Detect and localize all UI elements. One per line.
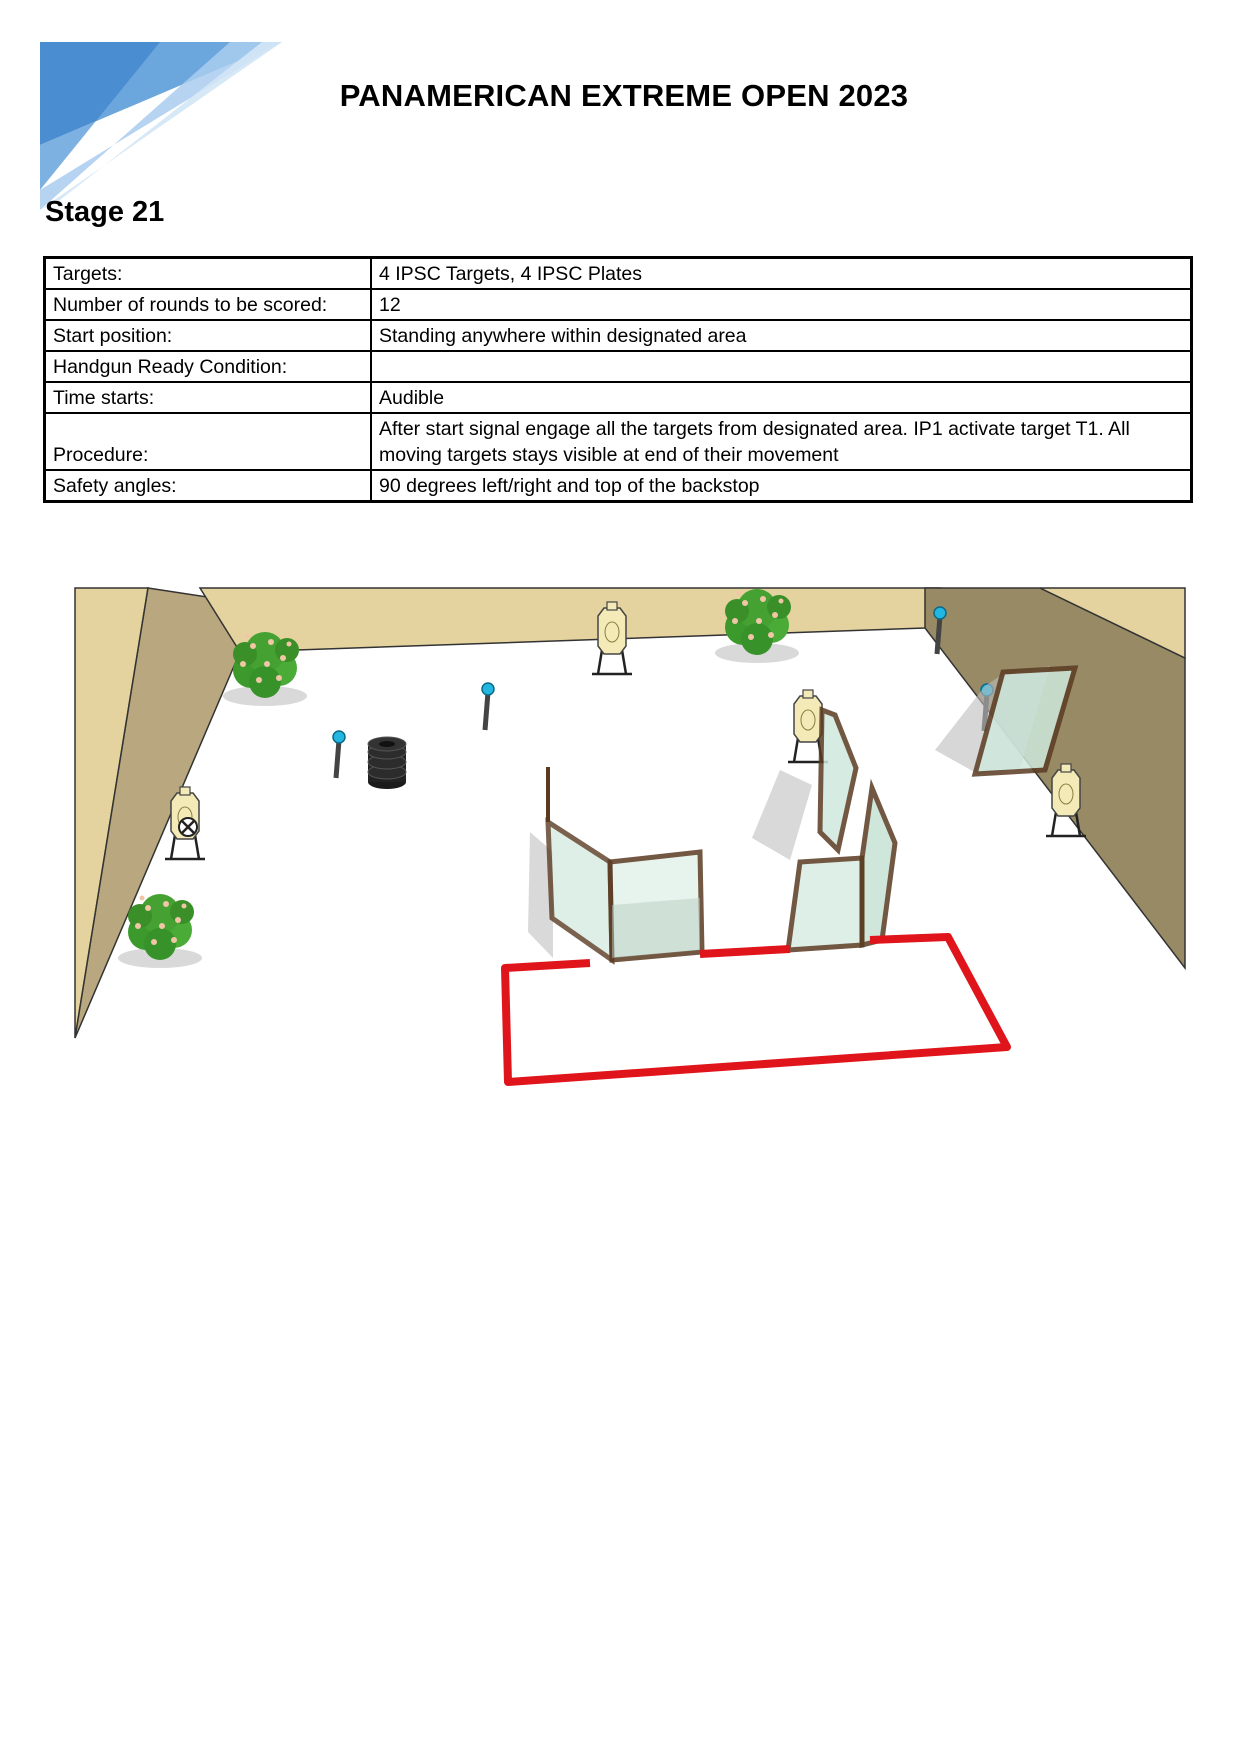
row-label: Targets: — [45, 258, 372, 290]
row-label: Start position: — [45, 320, 372, 351]
row-value: 4 IPSC Targets, 4 IPSC Plates — [371, 258, 1192, 290]
row-value: Standing anywhere within designated area — [371, 320, 1192, 351]
table-row — [45, 351, 1192, 382]
row-value: 12 — [371, 289, 1192, 320]
table-row — [45, 320, 1192, 351]
row-label: Time starts: — [45, 382, 372, 413]
document-title: PANAMERICAN EXTREME OPEN 2023 — [339, 78, 909, 113]
row-label: Safety angles: — [45, 470, 372, 502]
table-row — [45, 289, 1192, 320]
tire-stack-icon — [368, 737, 406, 789]
table-row — [45, 470, 1192, 502]
row-value: Audible — [371, 382, 1192, 413]
stage-info-table — [43, 256, 1193, 503]
row-value: After start signal engage all the targets from designated area. IP1 activate target T1. All moving targets stays visible at end of their movement — [371, 413, 1192, 470]
row-value: 90 degrees left/right and top of the backstop — [371, 470, 1192, 502]
stage-3d-layout-diagram — [0, 560, 1240, 1240]
table-row — [45, 413, 1192, 470]
table-row — [45, 258, 1192, 290]
row-label: Procedure: — [45, 413, 372, 470]
row-label: Number of rounds to be scored: — [45, 289, 372, 320]
row-label: Handgun Ready Condition: — [45, 351, 372, 382]
stage-title: Stage 21 — [45, 196, 165, 228]
table-row — [45, 382, 1192, 413]
row-value — [371, 351, 1192, 382]
